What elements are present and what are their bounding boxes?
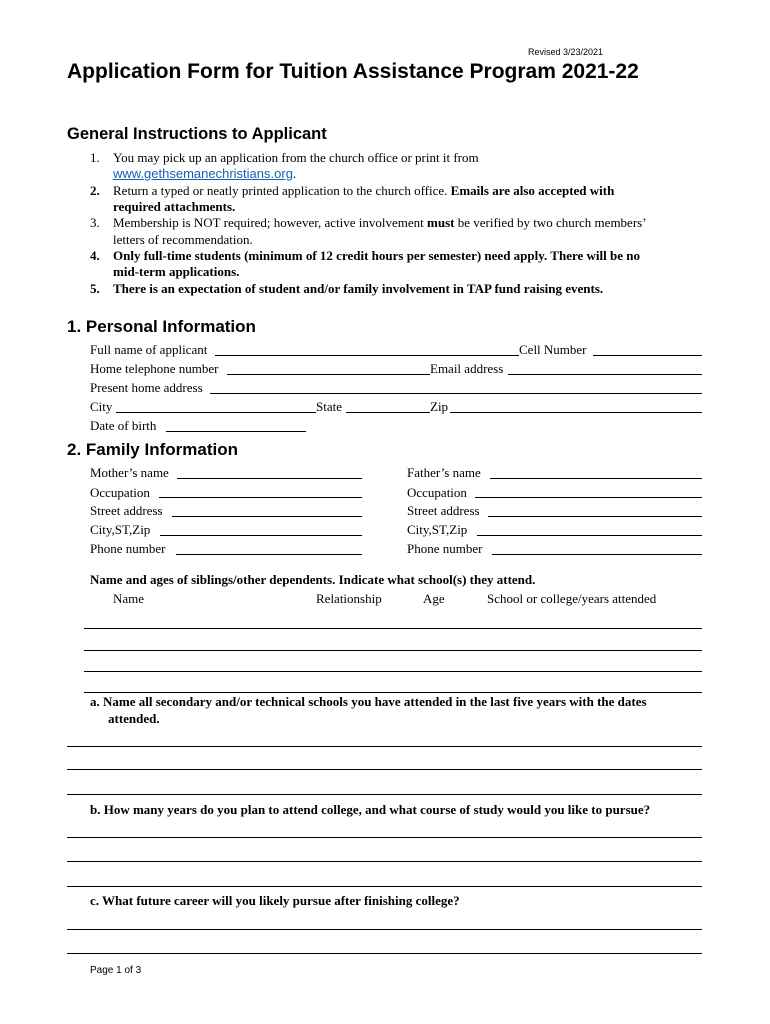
- church-website-link[interactable]: www.gethsemanechristians.org: [113, 166, 293, 181]
- instruction-number: 1.: [90, 150, 100, 165]
- family-info-heading: 2. Family Information: [67, 440, 238, 459]
- instructions-heading: General Instructions to Applicant: [67, 125, 327, 143]
- instruction-number: 4.: [90, 248, 100, 263]
- instruction-text: You may pick up an application from the church office or print it from: [113, 150, 479, 165]
- email-field[interactable]: [508, 374, 702, 375]
- mother-street-field[interactable]: [172, 516, 362, 517]
- mother-street-label: Street address: [90, 503, 163, 518]
- question-c-answer-line[interactable]: [67, 953, 702, 954]
- dob-label: Date of birth: [90, 418, 157, 433]
- question-a-text: attended.: [108, 711, 160, 726]
- col-age-header: Age: [423, 591, 445, 606]
- email-label: Email address: [430, 361, 504, 376]
- question-a-answer-line[interactable]: [67, 746, 702, 747]
- question-b-answer-line[interactable]: [67, 861, 702, 862]
- sibling-entry-line[interactable]: [84, 650, 702, 651]
- sibling-entry-line[interactable]: [84, 692, 702, 693]
- cell-number-field[interactable]: [593, 355, 702, 356]
- zip-field[interactable]: [450, 412, 702, 413]
- col-name-header: Name: [113, 591, 145, 606]
- father-phone-field[interactable]: [492, 554, 702, 555]
- state-field[interactable]: [346, 412, 430, 413]
- father-name-label: Father’s name: [407, 465, 481, 480]
- father-occupation-field[interactable]: [475, 497, 702, 498]
- city-field[interactable]: [116, 412, 316, 413]
- sibling-entry-line[interactable]: [84, 671, 702, 672]
- mother-name-field[interactable]: [177, 478, 362, 479]
- question-a-answer-line[interactable]: [67, 769, 702, 770]
- question-a-answer-line[interactable]: [67, 794, 702, 795]
- instruction-text-link-line: www.gethsemanechristians.org.: [113, 166, 297, 181]
- sibling-entry-line[interactable]: [84, 628, 702, 629]
- mother-city-label: City,ST,Zip: [90, 522, 151, 537]
- page-number: Page 1 of 3: [90, 965, 142, 976]
- question-b-answer-line[interactable]: [67, 837, 702, 838]
- mother-occupation-label: Occupation: [90, 485, 150, 500]
- question-c-answer-line[interactable]: [67, 929, 702, 930]
- home-phone-field[interactable]: [227, 374, 430, 375]
- mother-occupation-field[interactable]: [159, 497, 362, 498]
- mother-phone-label: Phone number: [90, 541, 166, 556]
- instruction-text: letters of recommendation.: [113, 232, 253, 247]
- instruction-text: mid-term applications.: [113, 264, 240, 279]
- col-relationship-header: Relationship: [316, 591, 382, 606]
- page-title: Application Form for Tuition Assistance Program 2021-22: [67, 60, 639, 83]
- mother-name-label: Mother’s name: [90, 465, 169, 480]
- col-school-header: School or college/years attended: [487, 591, 657, 606]
- question-b-answer-line[interactable]: [67, 886, 702, 887]
- zip-label: Zip: [430, 399, 449, 414]
- full-name-field[interactable]: [215, 355, 519, 356]
- father-street-field[interactable]: [488, 516, 702, 517]
- siblings-prompt: Name and ages of siblings/other dependents. Indicate what school(s) they attend.: [90, 572, 536, 587]
- father-city-label: City,ST,Zip: [407, 522, 468, 537]
- instruction-number: 5.: [90, 281, 100, 296]
- instruction-number: 3.: [90, 215, 100, 230]
- dob-field[interactable]: [166, 431, 306, 432]
- home-address-field[interactable]: [210, 393, 702, 394]
- home-phone-label: Home telephone number: [90, 361, 219, 376]
- city-label: City: [90, 399, 113, 414]
- question-a-text: a. Name all secondary and/or technical schools you have attended in the last five years with the dates: [90, 694, 647, 709]
- father-name-field[interactable]: [490, 478, 702, 479]
- full-name-label: Full name of applicant: [90, 342, 208, 357]
- instruction-text: Only full-time students (minimum of 12 credit hours per semester) need apply. There will be no: [113, 248, 640, 263]
- question-c-text: c. What future career will you likely pursue after finishing college?: [90, 893, 460, 908]
- mother-city-field[interactable]: [160, 535, 362, 536]
- mother-phone-field[interactable]: [176, 554, 362, 555]
- instruction-text: Return a typed or neatly printed application to the church office. Emails are also accepted with: [113, 183, 615, 198]
- personal-info-heading: 1. Personal Information: [67, 317, 256, 336]
- state-label: State: [316, 399, 342, 414]
- cell-number-label: Cell Number: [519, 342, 587, 357]
- father-occupation-label: Occupation: [407, 485, 467, 500]
- revision-date: Revised 3/23/2021: [528, 47, 604, 57]
- question-b-text: b. How many years do you plan to attend college, and what course of study would you like to pursue?: [90, 802, 651, 817]
- instruction-text: There is an expectation of student and/or family involvement in TAP fund raising events.: [113, 281, 604, 296]
- father-phone-label: Phone number: [407, 541, 483, 556]
- instruction-text: required attachments.: [113, 199, 236, 214]
- home-address-label: Present home address: [90, 380, 203, 395]
- instruction-number: 2.: [90, 183, 100, 198]
- father-city-field[interactable]: [477, 535, 702, 536]
- instruction-text: Membership is NOT required; however, active involvement must be verified by two church members’: [113, 215, 647, 230]
- father-street-label: Street address: [407, 503, 480, 518]
